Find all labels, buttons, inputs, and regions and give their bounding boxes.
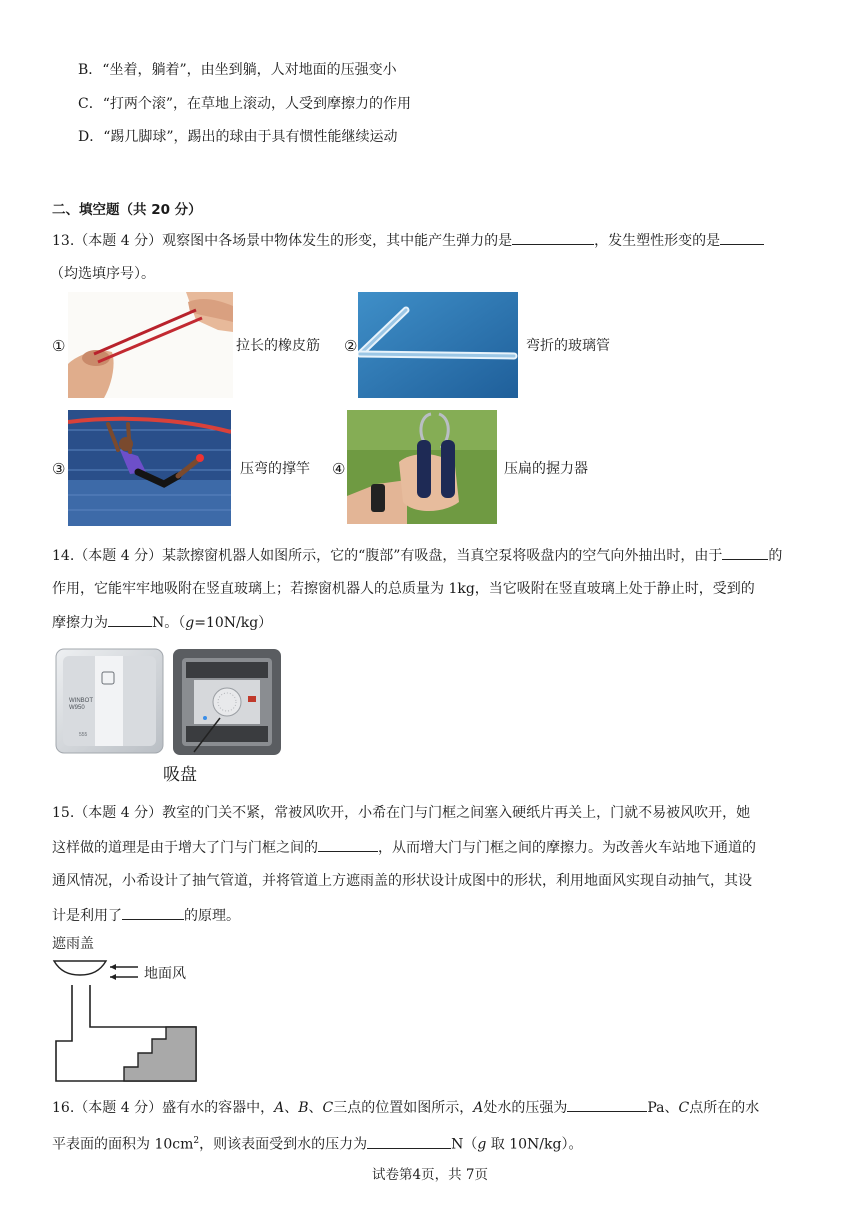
hand-gripper-photo xyxy=(347,410,497,524)
point-c: C xyxy=(322,1100,334,1116)
q13-line1 xyxy=(52,230,764,251)
q15-line4 xyxy=(52,905,240,926)
q15-line2 xyxy=(52,837,756,858)
caption-glass-tube: 弯折的玻璃管 xyxy=(526,338,610,354)
separator: 、 xyxy=(308,1100,323,1116)
q15-text-a: 这样做的道理是由于增大了门与门框之间的 xyxy=(52,840,318,856)
q14-line1 xyxy=(52,545,782,566)
answer-blank[interactable] xyxy=(108,612,152,627)
window-robot-front xyxy=(55,648,164,754)
figure-number-1: ① xyxy=(52,337,66,355)
device-small-text: 555 xyxy=(79,732,88,738)
q16-text-f: 平表面的面积为 10cm xyxy=(52,1136,194,1153)
point-c: C xyxy=(678,1100,690,1116)
answer-blank[interactable] xyxy=(367,1134,451,1149)
q13-line2: （均选填序号）。 xyxy=(50,266,155,282)
q14-text-e: =10N/kg） xyxy=(194,615,273,631)
point-a: A xyxy=(274,1100,285,1116)
symbol-g: g xyxy=(477,1136,487,1153)
window-robot-back xyxy=(172,648,282,756)
answer-blank[interactable] xyxy=(722,545,768,560)
device-brand: WINBOT xyxy=(69,698,93,704)
figure-number-4: ④ xyxy=(332,460,346,478)
point-a: A xyxy=(473,1100,484,1116)
answer-blank[interactable] xyxy=(318,837,378,852)
rain-cover-label: 遮雨盖 xyxy=(52,936,94,952)
page-footer: 试卷第4页，共 7页 xyxy=(372,1167,488,1183)
q16-line2 xyxy=(52,1131,582,1155)
q14-text-b: 的 xyxy=(768,548,783,564)
q16-text-g: ，则该表面受到水的压力为 xyxy=(199,1136,368,1153)
option-c: C．“打两个滚”，在草地上滚动，人受到摩擦力的作用 xyxy=(78,96,412,112)
q14-line3 xyxy=(52,612,272,633)
q13-text-b: ，发生塑性形变的是 xyxy=(594,233,721,249)
q15-text-d: 的原理。 xyxy=(184,908,240,924)
rubber-band-photo xyxy=(68,292,233,398)
q16-text-h: N（ xyxy=(451,1136,478,1153)
q15-text-c: 计是利用了 xyxy=(52,908,122,924)
figure-number-2: ② xyxy=(344,337,358,355)
point-b: B xyxy=(298,1100,309,1116)
separator: 、 xyxy=(284,1100,299,1116)
ventilation-diagram xyxy=(50,955,210,1085)
q14-text-d: N。（ xyxy=(152,615,186,631)
section-title: 二、填空题（共 20 分） xyxy=(52,202,202,218)
answer-blank[interactable] xyxy=(122,905,184,920)
caption-rubber-band: 拉长的橡皮筋 xyxy=(236,338,320,354)
symbol-g: g xyxy=(185,615,195,631)
q13-text-a: 13.（本题 4 分）观察图中各场景中物体发生的形变，其中能产生弹力的是 xyxy=(52,233,513,249)
option-b: B．“坐着，躺着”，由坐到躺，人对地面的压强变小 xyxy=(78,62,397,78)
figure-number-3: ③ xyxy=(52,460,66,478)
q16-text-a: 16.（本题 4 分）盛有水的容器中， xyxy=(52,1100,275,1116)
answer-blank[interactable] xyxy=(512,230,594,245)
q16-text-b: 三点的位置如图所示， xyxy=(333,1100,474,1116)
answer-blank[interactable] xyxy=(720,230,764,245)
option-d: D．“踢几脚球”，踢出的球由于具有惯性能继续运动 xyxy=(78,129,398,145)
q15-text-b: ，从而增大门与门框之间的摩擦力。为改善火车站地下通道的 xyxy=(378,840,756,856)
suction-cup-label: 吸盘 xyxy=(163,765,197,785)
q16-text-d: Pa、 xyxy=(647,1100,679,1116)
glass-tube-photo xyxy=(358,292,518,398)
q14-text-c: 摩擦力为 xyxy=(52,615,108,631)
caption-gripper: 压扁的握力器 xyxy=(504,461,588,477)
q14-line2: 作用，它能牢牢地吸附在竖直玻璃上；若擦窗机器人的总质量为 1kg，当它吸附在竖直玻璃上处于静止时，受到的 xyxy=(52,581,755,597)
pole-vault-photo xyxy=(68,410,231,526)
q15-line1: 15.（本题 4 分）教室的门关不紧，常被风吹开，小希在门与门框之间塞入硬纸片再关上，门就不易被风吹开，她 xyxy=(52,805,751,821)
device-model: W950 xyxy=(69,705,85,711)
answer-blank[interactable] xyxy=(567,1097,647,1112)
q16-text-i: 取 10N/kg）。 xyxy=(486,1136,583,1153)
q16-text-e: 点所在的水 xyxy=(689,1100,760,1116)
q16-line1 xyxy=(52,1097,759,1118)
superscript-2: 2 xyxy=(193,1136,200,1146)
ground-wind-label: 地面风 xyxy=(144,966,186,982)
q16-text-c: 处水的压强为 xyxy=(483,1100,568,1116)
q14-text-a: 14.（本题 4 分）某款擦窗机器人如图所示，它的“腹部”有吸盘，当真空泵将吸盘内的空气向外抽出时，由于 xyxy=(52,548,723,564)
caption-pole: 压弯的撑竿 xyxy=(240,461,310,477)
q15-line3: 通风情况，小希设计了抽气管道，并将管道上方遮雨盖的形状设计成图中的形状，利用地面风实现自动抽气，其设 xyxy=(52,873,752,889)
